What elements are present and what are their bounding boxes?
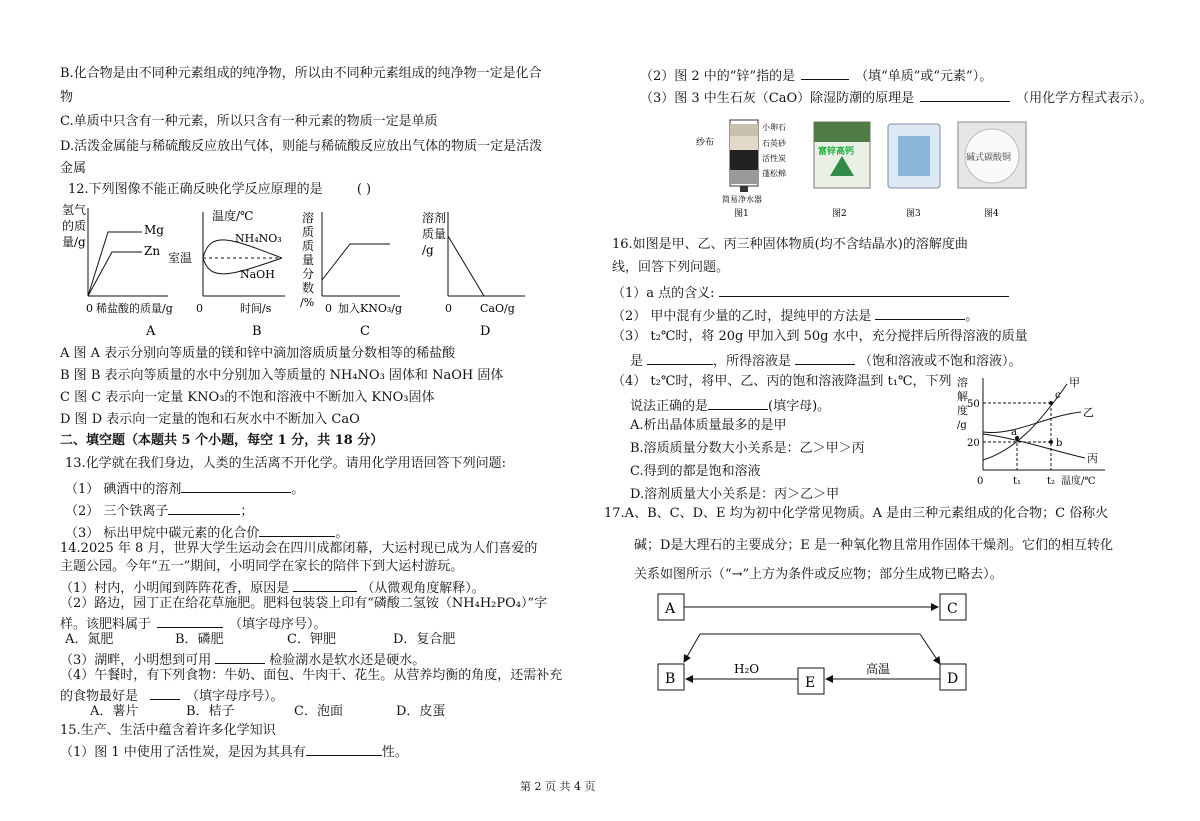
graph-b-xlabel: 时间/s: [240, 302, 272, 315]
fig1-label-cotton: 蓬松棉: [762, 169, 786, 178]
q11-option-c: C.单质中只含有一种元素，所以只含有一种元素的物质一定是单质: [60, 114, 438, 129]
q16-sub4-line1: （4） t₂℃时，将甲、乙、丙的饱和溶液降温到 t₁℃，下列: [612, 374, 952, 389]
edge-link-to-b: [684, 634, 700, 662]
node-b-label: B: [665, 671, 676, 687]
fig1-title: 简易净水器: [722, 195, 762, 204]
graph-d-ylabel-1: 溶剂: [422, 211, 447, 225]
fig2-milk-powder: [814, 122, 870, 219]
q12-answer-paren: ( ): [356, 182, 372, 197]
graph-c-ylabel-2: 质: [302, 225, 315, 239]
q16-solubility-graph: [955, 372, 1145, 492]
graph-d-ylabel-3: /g: [422, 243, 434, 257]
solubility-label-b: b: [1056, 438, 1063, 449]
q14-sub2-text: 样。该肥料属于: [60, 617, 152, 632]
q16-stem-line1: 16.如图是甲、乙、丙三种固体物质(均不含结晶水)的溶解度曲: [612, 237, 968, 252]
q15-sub3-end: （用化学方程式表示）。: [1016, 91, 1153, 106]
graph-c: [300, 210, 402, 339]
graph-c-ylabel-7: /%: [300, 296, 315, 309]
q14-sub2-blank[interactable]: [157, 613, 223, 628]
q14-sub2-end: （填字母序号）。: [229, 617, 327, 632]
q16-option-a: A.析出晶体质量最多的是甲: [630, 418, 787, 433]
fig1-label-sand: 石英砂: [762, 139, 786, 148]
q16-sub4-line2: [630, 395, 830, 416]
solubility-curve-yi: [983, 412, 1081, 433]
graph-d-xlabel: CaO/g: [480, 302, 515, 315]
q11-option-b-line1: B.化合物是由不同种元素组成的纯净物，所以由不同种元素组成的纯净物一定是化合: [60, 66, 542, 81]
solubility-label-c: c: [1055, 390, 1061, 401]
fig1-label-gauze: 纱布: [696, 138, 715, 148]
fig3-pack-inner: [898, 136, 930, 176]
fig4-copper-carbonate: [958, 122, 1026, 219]
solubility-ylabel-2: 解: [957, 390, 968, 403]
fig1-label-pebble: 小卵石: [762, 123, 786, 132]
q14-sub3-text: （3）湖畔，小明想到可用: [60, 653, 212, 668]
graph-c-line: [322, 244, 390, 280]
graph-a-mg-line: [88, 232, 142, 296]
graph-a-ylabel-2: 的质: [62, 219, 87, 233]
q15-sub2-blank[interactable]: [801, 65, 849, 80]
fig1-water-purifier: [696, 120, 787, 219]
solubility-ylabel-4: /g: [957, 420, 967, 431]
q13-sub1-blank[interactable]: [181, 478, 291, 493]
q14-sub3-end: 检验湖水是软水还是硬水。: [269, 653, 426, 668]
edge-e-to-b-label: H₂O: [734, 662, 760, 676]
graph-d-line: [448, 236, 484, 296]
graph-b-caption: B: [252, 324, 262, 339]
q14-sub4-end: （填字母序号）。: [186, 689, 284, 704]
q16-sub2-end: 。: [965, 309, 979, 324]
q12-option-c: C 图 C 表示向一定量 KNO₃的不饱和溶液中不断加入 KNO₃固体: [60, 390, 435, 405]
graph-a: [62, 202, 173, 339]
q15-sub1-text: （1）图 1 中使用了活性炭，是因为其具有: [60, 745, 306, 760]
graph-a-origin: 0: [86, 302, 93, 315]
q15-figures: [690, 114, 1070, 220]
q14-option-d: D．复合肥: [393, 632, 456, 647]
solubility-curve-bing: [983, 434, 1085, 458]
solubility-ylabel-1: 溶: [957, 376, 968, 389]
edge-link-to-d: [920, 634, 940, 664]
solubility-xlabel: 温度/℃: [1061, 476, 1096, 487]
q12-option-d: D 图 D 表示向一定量的饱和石灰水中不断加入 CaO: [60, 412, 360, 427]
q14-food-options: [90, 703, 445, 721]
q11-option-d-line2: 金属: [60, 161, 87, 176]
graph-b-room-label: 室温: [168, 251, 193, 265]
q16-option-b: B.溶质质量分数大小关系是：乙＞甲＞丙: [630, 441, 865, 456]
fig1-outlet: [740, 186, 748, 192]
fig1-caption: 图1: [734, 209, 749, 219]
q14-fertilizer-options: [65, 631, 455, 649]
graph-c-ylabel-3: 质: [302, 239, 315, 253]
fig1-layer-cotton: [730, 170, 758, 184]
graph-c-origin: 0: [325, 302, 332, 315]
graph-d: [422, 210, 525, 339]
graph-c-ylabel-1: 溶: [302, 211, 315, 225]
solubility-series-jia: 甲: [1069, 376, 1080, 389]
q13-sub2-blank[interactable]: [168, 500, 240, 515]
q16-sub4-text: 说法正确的是: [630, 399, 709, 414]
q14-option-b: B．磷肥: [175, 632, 224, 647]
q16-sub1-blank[interactable]: [719, 282, 1009, 297]
solubility-point-b: [1049, 440, 1053, 444]
q17-stem-line1: 17.A、B、C、D、E 均为初中化学常见物质。A 是由三种元素组成的化合物；C 俗称火: [604, 506, 1109, 521]
fig3-desiccant: [888, 124, 940, 219]
graph-a-xlabel: 稀盐酸的质量/g: [96, 302, 173, 315]
solubility-tick-t1: t₁: [1013, 476, 1022, 487]
solubility-series-yi: 乙: [1083, 406, 1094, 419]
q14-sub1-blank[interactable]: [293, 577, 357, 592]
q15-sub3: [640, 87, 1153, 108]
q16-sub4-end: (填字母)。: [768, 399, 831, 414]
q13-sub2-text: （2） 三个铁离子: [65, 504, 169, 519]
q13-sub1-text: （1） 碘酒中的溶剂: [65, 482, 182, 497]
graph-b-naoh-label: NaOH: [240, 268, 275, 281]
solubility-series-bing: 丙: [1087, 452, 1098, 465]
q12-option-a: A 图 A 表示分别向等质量的镁和锌中滴加溶质质量分数相等的稀盐酸: [60, 346, 456, 361]
q12-graphs: [60, 200, 585, 345]
solubility-origin: 0: [977, 476, 984, 487]
graph-d-origin: 0: [445, 302, 452, 315]
q15-sub1-blank[interactable]: [306, 741, 382, 756]
fig4-label: 碱式碳酸铜: [966, 153, 1012, 163]
q15-stem: 15.生产、生活中蕴含着许多化学知识: [60, 723, 276, 738]
q16-sub2: [612, 305, 978, 326]
graph-c-ylabel-5: 分: [302, 267, 315, 281]
q14-option-a: A．氮肥: [65, 632, 114, 647]
q11-option-b-line2: 物: [60, 90, 74, 105]
solubility-ylabel-3: 度: [957, 404, 968, 417]
solubility-tick-t2: t₂: [1047, 476, 1056, 487]
graph-b-ylabel: 温度/℃: [212, 209, 254, 223]
q15-sub3-text: （3）图 3 中生石灰（CaO）除湿防潮的原理是: [640, 91, 915, 106]
graph-a-ylabel-1: 氢气: [62, 203, 87, 217]
q16-sub4-blank[interactable]: [708, 395, 768, 410]
q13-sub1: [65, 478, 304, 499]
q12-option-b: B 图 B 表示向等质量的水中分别加入等质量的 NH₄NO₃ 固体和 NaOH 固体: [60, 368, 504, 383]
q14-food-b: B．桔子: [186, 704, 235, 719]
graph-b-nh4no3-label: NH₄NO₃: [235, 232, 282, 245]
q13-sub3-text: （3） 标出甲烷中碳元素的化合价: [65, 526, 260, 541]
q14-sub4-text: 的食物最好是: [60, 689, 139, 704]
node-e-label: E: [805, 675, 816, 691]
q14-sub4-blank[interactable]: [150, 685, 180, 700]
q14-sub1-end: （从微观角度解释）。: [361, 581, 485, 596]
q16-sub3-line2: [630, 350, 1022, 371]
fig2-can-top: [814, 122, 870, 142]
node-a-label: A: [665, 601, 676, 617]
q16-option-c: C.得到的都是饱和溶液: [630, 464, 761, 479]
graph-d-ylabel-2: 质量: [422, 227, 447, 241]
fig1-label-carbon: 活性炭: [762, 154, 786, 163]
graph-c-caption: C: [360, 324, 370, 339]
page-footer: 第 2 页 共 4 页: [520, 780, 596, 793]
q16-sub2-blank[interactable]: [875, 305, 965, 320]
q14-stem-line1: 14.2025 年 8 月，世界大学生运动会在四川成都闭幕，大运村现已成为人们喜爱的: [60, 541, 538, 556]
solubility-tick-20: 20: [967, 438, 980, 449]
q13-sub1-end: 。: [291, 482, 305, 497]
q14-food-c: C．泡面: [294, 704, 343, 719]
solubility-tick-50: 50: [967, 399, 980, 410]
graph-a-mg-label: Mg: [144, 223, 164, 237]
q13-sub3-blank[interactable]: [259, 522, 335, 537]
q16-sub1: [612, 282, 1009, 303]
q14-food-d: D．皮蛋: [396, 704, 446, 719]
fig2-caption: 图2: [832, 209, 847, 219]
edge-d-to-e-label: 高温: [866, 662, 891, 676]
q16-sub3-text-b: ，所得溶液是: [713, 354, 792, 369]
q13-stem: 13.化学就在我们身边，人类的生活离不开化学。请用化学用语回答下列问题:: [65, 456, 507, 471]
q16-sub3-blank-2[interactable]: [795, 350, 855, 365]
q15-sub1: [60, 741, 408, 762]
q14-option-c: C．钾肥: [287, 632, 336, 647]
fig1-layer-carbon: [730, 150, 758, 170]
q15-sub1-end: 性。: [381, 745, 408, 760]
fig3-caption: 图3: [906, 209, 921, 219]
fig2-label: 富锌高钙: [818, 147, 855, 157]
graph-a-zn-line: [88, 252, 142, 296]
section-2-heading: 二、填空题（本题共 5 个小题，每空 1 分，共 18 分）: [60, 433, 384, 448]
node-c-label: C: [947, 601, 958, 617]
q14-sub1-text: （1）村内，小明闻到阵阵花香，原因是: [60, 581, 290, 596]
graph-a-ylabel-3: 量/g: [62, 235, 86, 249]
graph-b-origin: 0: [196, 302, 203, 315]
q13-sub2-end: ；: [240, 504, 254, 519]
fig1-layer-sand: [730, 136, 758, 150]
q15-sub2: [640, 65, 992, 86]
q16-stem-line2: 线，回答下列问题。: [612, 260, 730, 275]
node-d-label: D: [947, 671, 959, 687]
q16-option-d: D.溶剂质量大小关系是：丙＞乙＞甲: [630, 487, 840, 502]
q16-sub3-line1: （3） t₂℃时，将 20g 甲加入到 50g 水中，充分搅拌后所得溶液的质量: [612, 329, 1028, 344]
q14-stem-line2: 主题公园。今年“五一”期间，小明同学在家长的陪伴下到大运村游玩。: [60, 559, 464, 574]
q14-sub3-blank[interactable]: [215, 649, 265, 664]
q15-sub2-end: （填“单质”或“元素”）。: [855, 69, 993, 84]
graph-c-xlabel: 加入KNO₃/g: [338, 302, 403, 315]
graph-c-ylabel-4: 量: [302, 253, 315, 267]
graph-b: [168, 208, 285, 339]
graph-a-caption: A: [146, 324, 156, 339]
fig1-layer-pebble: [730, 124, 758, 136]
q17-stem-line3: 关系如图所示（“→”上方为条件或反应物；部分生成物已略去）。: [634, 567, 1003, 582]
q16-sub3-text-c: （饱和溶液或不饱和溶液）。: [859, 354, 1022, 369]
solubility-point-c: [1049, 401, 1053, 405]
q15-sub2-text: （2）图 2 中的“锌”指的是: [640, 69, 796, 84]
q11-option-d-line1: D.活泼金属能与稀硫酸反应放出气体，则能与稀硫酸反应放出气体的物质一定是活泼: [60, 139, 543, 154]
q15-sub3-blank[interactable]: [920, 87, 1010, 102]
q16-sub2-text: （2） 甲中混有少量的乙时，提纯甲的方法是: [612, 309, 872, 324]
graph-d-caption: D: [480, 324, 491, 339]
q17-reaction-diagram: [650, 588, 990, 698]
q17-stem-line2: 碱；D是大理石的主要成分；E 是一种氧化物且常用作固体干燥剂。它们的相互转化: [634, 538, 1114, 553]
q14-sub2-line1: （2）路边，园丁正在给花草施肥。肥料包装袋上印有“磷酸二氢铵（NH₄H₂PO₄）”字: [60, 596, 548, 611]
q16-sub1-text: （1）a 点的含义:: [612, 286, 715, 301]
graph-c-ylabel-6: 数: [302, 281, 315, 295]
solubility-label-a: a: [1011, 427, 1017, 438]
q16-sub3-text-a: 是: [630, 354, 644, 369]
q13-sub3-end: 。: [335, 526, 349, 541]
q12-stem-text: 12.下列图像不能正确反映化学反应原理的是: [68, 182, 323, 197]
q16-sub3-blank-1[interactable]: [647, 350, 713, 365]
q13-sub2: [65, 500, 253, 521]
q12-stem: [68, 181, 371, 199]
q14-food-a: A．薯片: [90, 704, 139, 719]
fig4-caption: 图4: [984, 209, 999, 219]
q14-sub4-line1: （4）午餐时，有下列食物：牛奶、面包、牛肉干、花生。从营养均衡的角度，还需补充: [60, 668, 563, 683]
graph-a-zn-label: Zn: [144, 244, 161, 258]
